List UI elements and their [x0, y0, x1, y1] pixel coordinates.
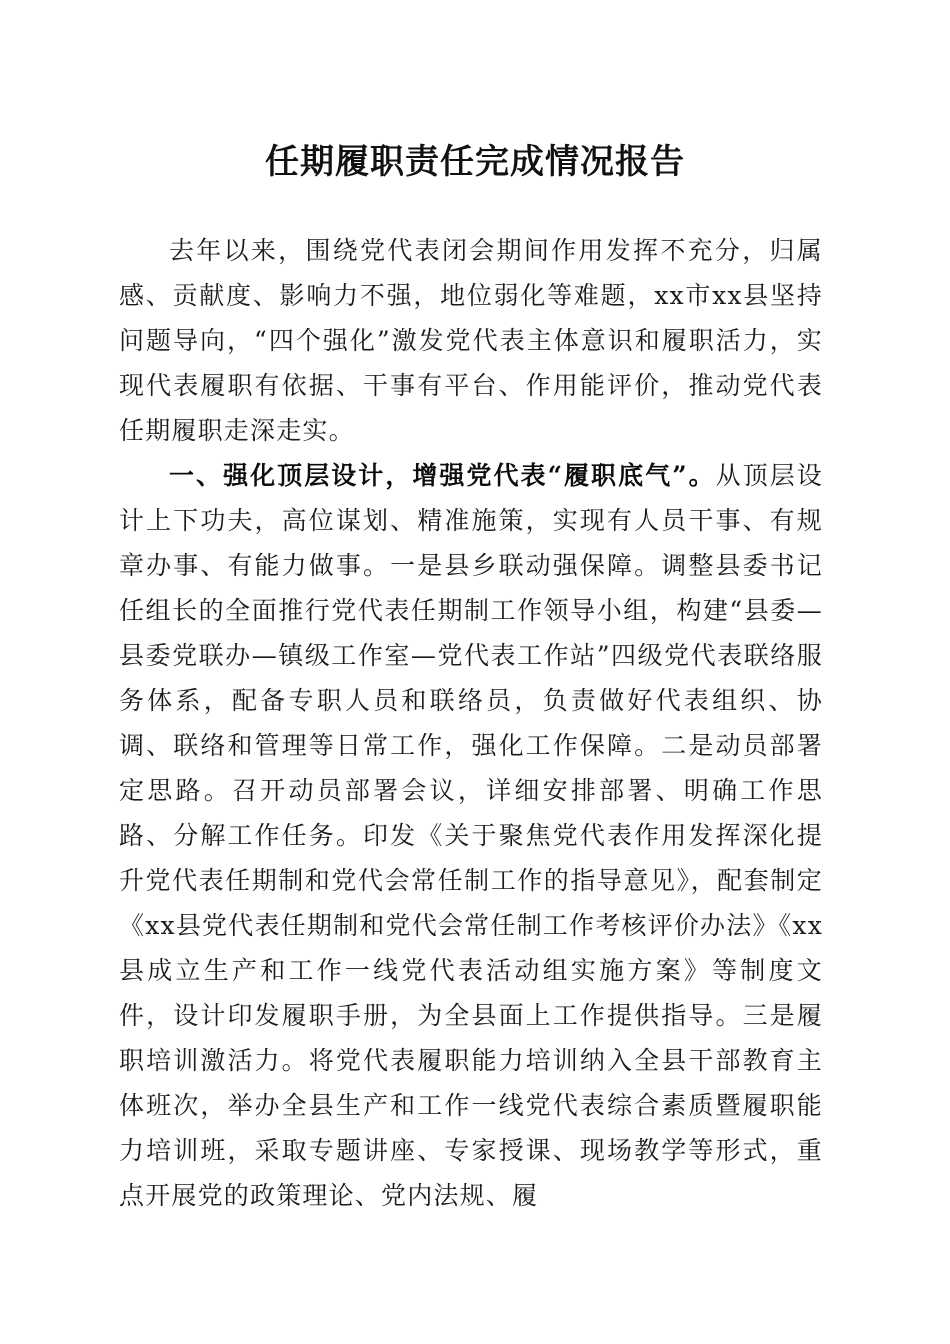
- document-body: [119, 228, 823, 1218]
- document-title: 任期履职责任完成情况报告: [265, 142, 685, 182]
- section-1-body: 从顶层设计上下功夫，高位谋划、精准施策，实现有人员干事、有规章办事、有能力做事。一是县乡联动强保障。调整县委书记任组长的全面推行党代表任期制工作领导小组，构建“县委—县委党联办—镇级工作室—党代表工作站”四级党代表联络服务体系，配备专职人员和联络员，负责做好代表组织、协调、联络和管理等日常工作，强化工作保障。二是动员部署定思路。召开动员部署会议，详细安排部署、明确工作思路、分解工作任务。印发《关于聚焦党代表作用发挥深化提升党代表任期制和党代会常任制工作的指导意见》，配套制定《xx县党代表任期制和党代会常任制工作考核评价办法》《xx县成立生产和工作一线党代表活动组实施方案》等制度文件，设计印发履职手册，为全县面上工作提供指导。三是履职培训激活力。将党代表履职能力培训纳入全县干部教育主体班次，举办全县生产和工作一线党代表综合素质暨履职能力培训班，采取专题讲座、专家授课、现场教学等形式，重点开展党的政策理论、党内法规、履: [119, 461, 823, 1210]
- section-1-paragraph: [119, 453, 823, 1218]
- section-1-heading: 一、强化顶层设计，增强党代表“履职底气”。: [169, 461, 716, 490]
- intro-paragraph: 去年以来，围绕党代表闭会期间作用发挥不充分，归属感、贡献度、影响力不强，地位弱化等难题，xx市xx县坚持问题导向，“四个强化”激发党代表主体意识和履职活力，实现代表履职有依据、干事有平台、作用能评价，推动党代表任期履职走深走实。: [119, 236, 823, 445]
